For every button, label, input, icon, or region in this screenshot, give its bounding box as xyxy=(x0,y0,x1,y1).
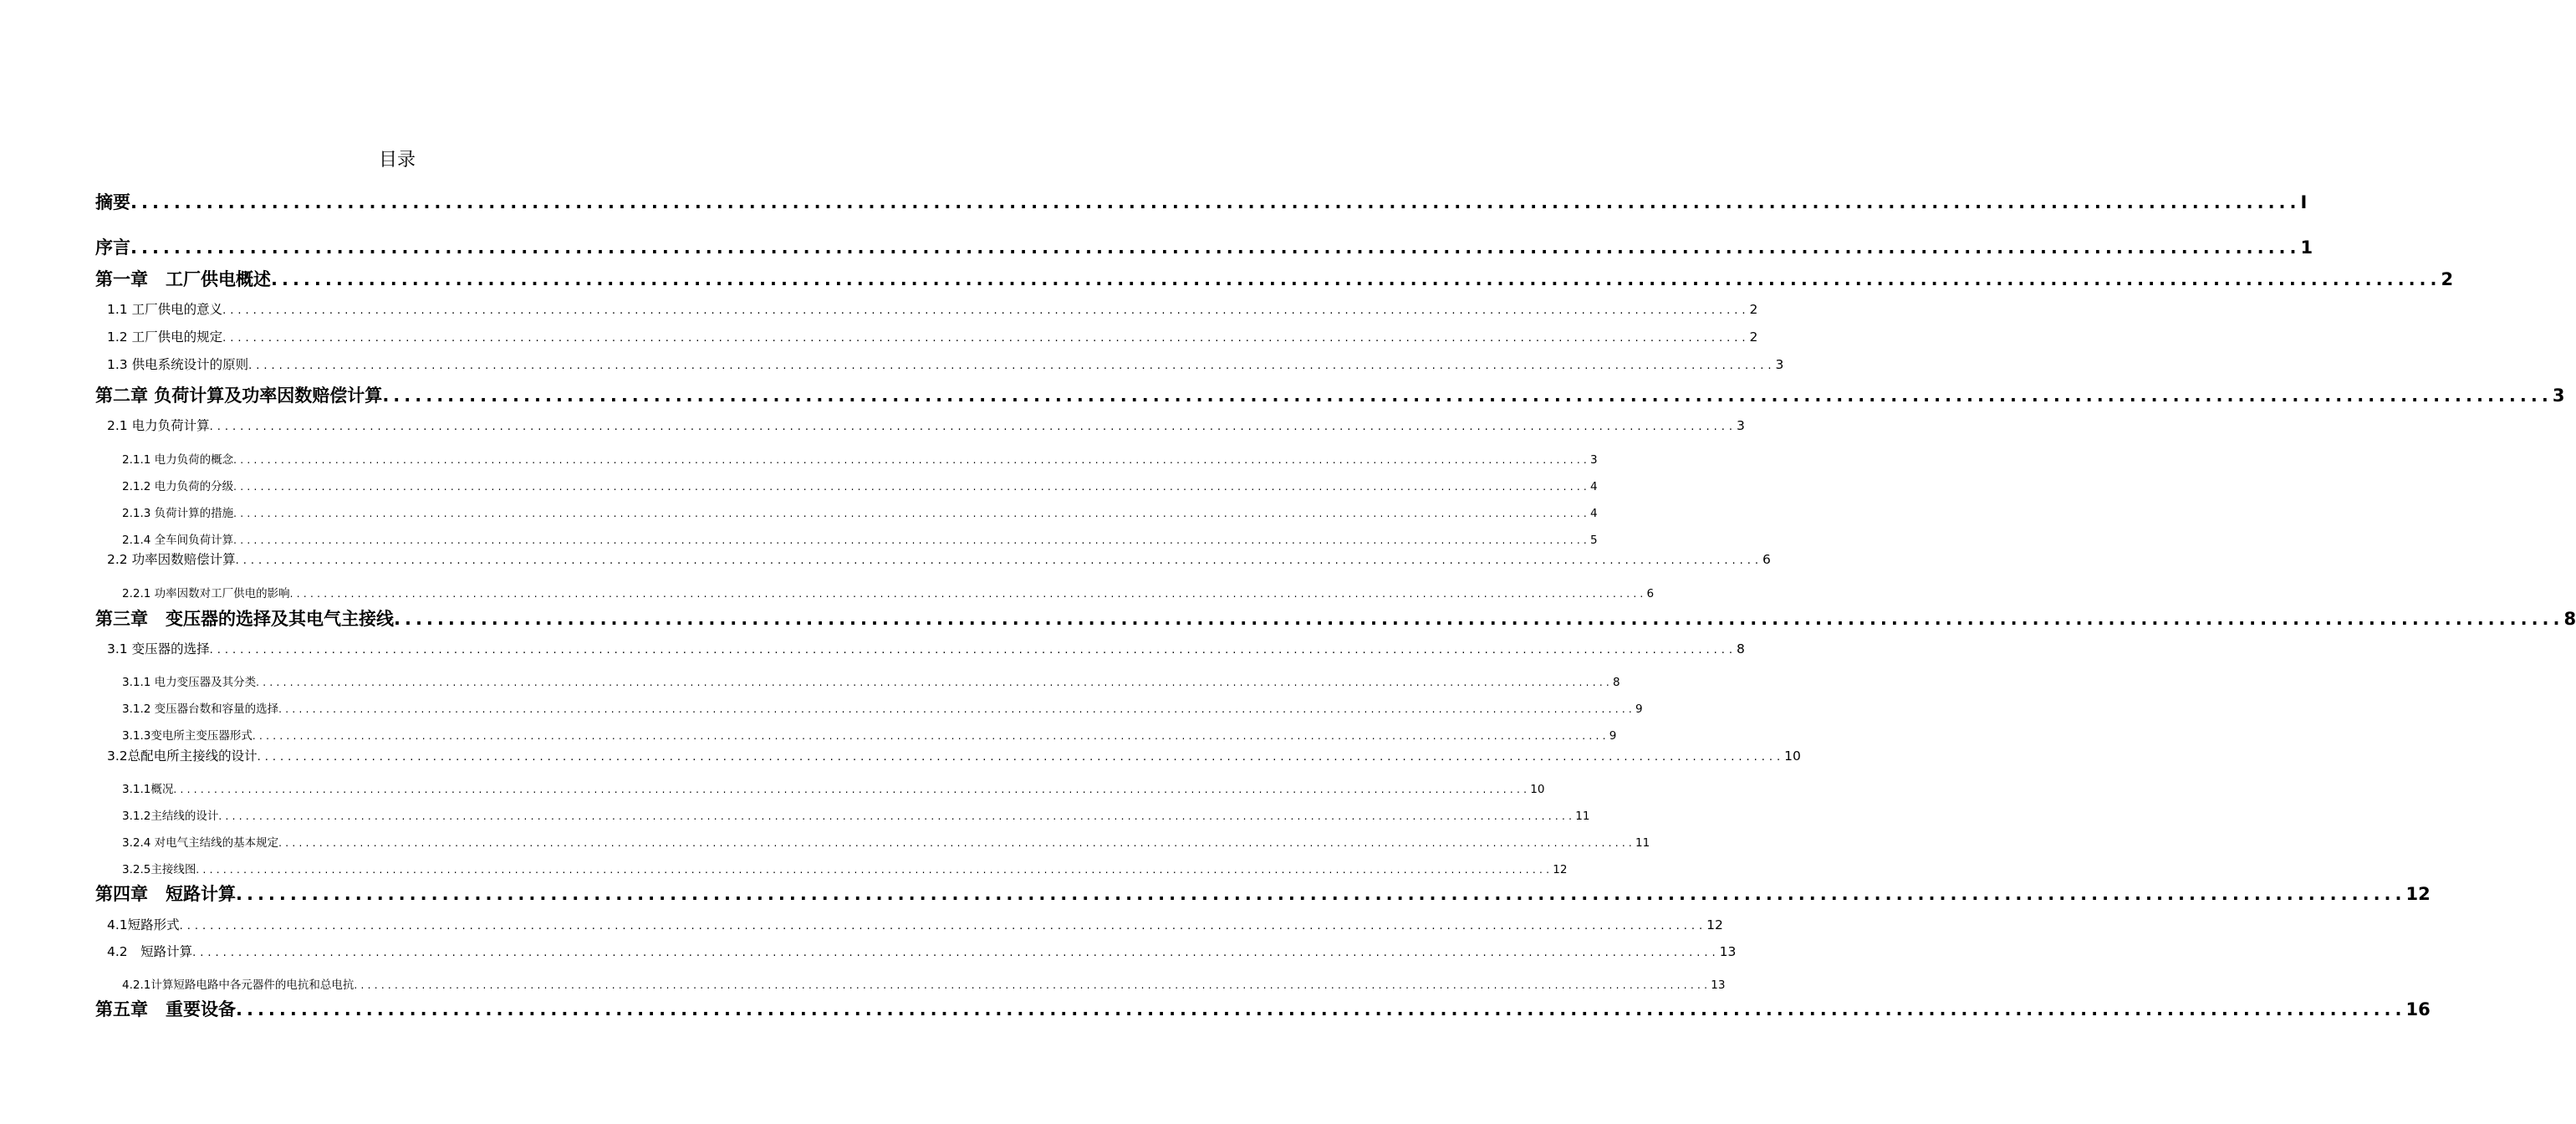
toc-entry-page: 12 xyxy=(1706,917,1723,932)
toc-entry[interactable] xyxy=(122,672,1620,689)
toc-leader-dots: ........................................................................................................................................................................................................ xyxy=(278,703,1636,715)
toc-entry-label: 第一章 工厂供电概述 xyxy=(95,269,271,289)
toc-entry-page: 9 xyxy=(1635,702,1643,716)
toc-entry-page: 13 xyxy=(1719,944,1737,959)
toc-entry-label: 4.1短路形式 xyxy=(107,917,180,932)
toc-entry[interactable] xyxy=(107,355,1784,373)
toc-leader-dots: ........................................................................................................................................................................................................ xyxy=(256,677,1614,688)
toc-leader-dots: ........................................................................................................................................................................................................ xyxy=(289,588,1647,600)
toc-entry-label: 1.3 供电系统设计的原则 xyxy=(107,357,249,372)
toc-leader-dots: ........................................................................................................................................................................................................ xyxy=(233,454,1591,466)
toc-entry-page: 8 xyxy=(2563,609,2576,629)
toc-entry[interactable] xyxy=(122,584,1655,600)
toc-title: 目录 xyxy=(378,150,416,171)
toc-leader-dots: ........................................................................................................................................................................................................ xyxy=(196,864,1553,876)
toc-entry[interactable] xyxy=(107,639,1745,657)
toc-entry-page: 4 xyxy=(1590,480,1598,493)
toc-entry[interactable] xyxy=(95,996,2431,1021)
toc-entry[interactable] xyxy=(122,726,1617,743)
toc-entry[interactable] xyxy=(95,881,2431,906)
toc-entry-page: 6 xyxy=(1646,587,1655,600)
toc-leader-dots: ........................................................................................................................................................................................................ xyxy=(235,554,1763,567)
toc-entry[interactable] xyxy=(95,382,2565,407)
toc-entry-label: 3.2.5主接线图 xyxy=(122,863,196,876)
toc-entry-label: 3.1 变压器的选择 xyxy=(107,641,210,657)
toc-entry-page: I xyxy=(2300,192,2308,212)
toc-entry-label: 3.1.2主结线的设计 xyxy=(122,810,219,823)
toc-entry-label: 第二章 负荷计算及功率因数赔偿计算 xyxy=(95,386,383,406)
toc-leader-dots: ........................................................................................................................................................................................................ xyxy=(179,920,1707,932)
toc-entry-label: 摘要 xyxy=(95,192,130,212)
toc-entry-page: 6 xyxy=(1762,552,1771,567)
toc-entry-label: 3.2.4 对电气主结线的基本规定 xyxy=(122,836,279,850)
toc-entry[interactable] xyxy=(95,189,2308,214)
toc-leader-dots: ........................................................................................................................................................................................................ xyxy=(236,884,2406,904)
toc-leader-dots: ........................................................................................................................................................................................................ xyxy=(173,784,1531,795)
toc-entry-label: 3.1.1 电力变压器及其分类 xyxy=(122,676,257,689)
toc-leader-dots: ........................................................................................................................................................................................................ xyxy=(233,508,1591,519)
toc-leader-dots: ........................................................................................................................................................................................................ xyxy=(209,644,1737,657)
toc-leader-dots: ........................................................................................................................................................................................................ xyxy=(394,609,2564,629)
toc-entry[interactable] xyxy=(107,327,1758,345)
toc-entry-page: 11 xyxy=(1575,810,1590,823)
toc-entry-label: 2.2.1 功率因数对工厂供电的影响 xyxy=(122,587,290,600)
toc-entry[interactable] xyxy=(122,450,1598,467)
toc-entry-label: 4.2 短路计算 xyxy=(107,944,193,959)
toc-leader-dots: ........................................................................................................................................................................................................ xyxy=(236,999,2406,1019)
toc-entry[interactable] xyxy=(107,299,1758,318)
toc-entry[interactable] xyxy=(95,605,2576,631)
toc-entry-page: 4 xyxy=(1590,507,1598,520)
toc-leader-dots: ........................................................................................................................................................................................................ xyxy=(354,979,1711,991)
toc-leader-dots: ........................................................................................................................................................................................................ xyxy=(218,810,1576,822)
toc-leader-dots: ........................................................................................................................................................................................................ xyxy=(248,360,1776,372)
toc-entry-label: 第五章 重要设备 xyxy=(95,999,236,1019)
toc-entry-label: 2.1.1 电力负荷的概念 xyxy=(122,453,234,467)
toc-leader-dots: ........................................................................................................................................................................................................ xyxy=(271,269,2441,289)
toc-entry-page: 10 xyxy=(1784,748,1801,764)
toc-leader-dots: ........................................................................................................................................................................................................ xyxy=(222,304,1750,317)
toc-entry[interactable] xyxy=(122,833,1650,850)
toc-leader-dots: ........................................................................................................................................................................................................ xyxy=(130,192,2301,212)
toc-entry[interactable] xyxy=(107,915,1723,933)
toc-leader-dots: ........................................................................................................................................................................................................ xyxy=(257,751,1785,764)
toc-entry-page: 3 xyxy=(1775,357,1784,372)
toc-leader-dots: ........................................................................................................................................................................................................ xyxy=(192,947,1720,959)
toc-entry-page: 2 xyxy=(1749,302,1758,317)
toc-entry-page: 10 xyxy=(1530,783,1545,796)
toc-leader-dots: ........................................................................................................................................................................................................ xyxy=(233,534,1591,546)
toc-entry[interactable] xyxy=(122,530,1598,547)
toc-entry-page: 3 xyxy=(1590,453,1598,467)
toc-entry[interactable] xyxy=(122,699,1643,716)
toc-entry[interactable] xyxy=(122,503,1598,520)
toc-entry-label: 2.1.3 负荷计算的措施 xyxy=(122,507,234,520)
toc-entry[interactable] xyxy=(122,806,1590,823)
toc-entry-label: 1.1 工厂供电的意义 xyxy=(107,302,223,317)
toc-leader-dots: ........................................................................................................................................................................................................ xyxy=(252,730,1609,742)
toc-entry-label: 4.2.1计算短路电路中各元器件的电抗和总电抗 xyxy=(122,978,355,992)
toc-entry-label: 1.2 工厂供电的规定 xyxy=(107,330,223,345)
toc-entry-label: 3.2总配电所主接线的设计 xyxy=(107,748,258,764)
toc-entry[interactable] xyxy=(122,779,1545,796)
toc-entry-label: 2.2 功率因数赔偿计算 xyxy=(107,552,236,567)
toc-entry-label: 2.1 电力负荷计算 xyxy=(107,418,210,433)
toc-entry-label: 3.1.3变电所主变压器形式 xyxy=(122,729,252,743)
toc-leader-dots: ........................................................................................................................................................................................................ xyxy=(382,386,2553,406)
toc-leader-dots: ........................................................................................................................................................................................................ xyxy=(278,837,1636,849)
toc-entry-label: 3.1.1概况 xyxy=(122,783,174,796)
toc-entry-page: 5 xyxy=(1590,534,1598,547)
toc-entry-page: 13 xyxy=(1711,978,1726,992)
toc-entry[interactable] xyxy=(122,477,1598,493)
toc-entry-page: 16 xyxy=(2405,999,2431,1019)
toc-entry[interactable] xyxy=(122,860,1568,876)
toc-leader-dots: ........................................................................................................................................................................................................ xyxy=(233,481,1591,493)
toc-entry[interactable] xyxy=(107,549,1771,568)
toc-entry-label: 2.1.2 电力负荷的分级 xyxy=(122,480,234,493)
toc-entry-label: 第四章 短路计算 xyxy=(95,884,236,904)
toc-entry-page: 3 xyxy=(1737,418,1745,433)
toc-entry-page: 2 xyxy=(2441,269,2454,289)
toc-entry-page: 2 xyxy=(1749,330,1758,345)
toc-entry-page: 9 xyxy=(1609,729,1617,743)
toc-entry-label: 2.1.4 全车间负荷计算 xyxy=(122,534,234,547)
toc-leader-dots: ........................................................................................................................................................................................................ xyxy=(222,332,1750,345)
toc-entry[interactable] xyxy=(107,416,1745,434)
toc-entry-label: 3.1.2 变压器台数和容量的选择 xyxy=(122,702,279,716)
toc-entry-page: 8 xyxy=(1737,641,1745,657)
toc-entry-page: 11 xyxy=(1635,836,1650,850)
toc-entry-page: 12 xyxy=(2405,884,2431,904)
toc-entry[interactable] xyxy=(95,266,2454,291)
toc-leader-dots: ........................................................................................................................................................................................................ xyxy=(130,238,2301,258)
toc-entry-label: 序言 xyxy=(95,238,130,258)
toc-entry-page: 1 xyxy=(2300,238,2313,258)
toc-leader-dots: ........................................................................................................................................................................................................ xyxy=(209,421,1737,433)
toc-entry-label: 第三章 变压器的选择及其电气主接线 xyxy=(95,609,394,629)
toc-entry-page: 3 xyxy=(2552,386,2565,406)
toc-entry-page: 8 xyxy=(1613,676,1620,689)
toc-entry[interactable] xyxy=(107,942,1737,960)
toc-entry[interactable] xyxy=(107,746,1801,764)
toc-entry[interactable] xyxy=(122,975,1726,992)
toc-entry[interactable] xyxy=(95,234,2313,259)
toc-entry-page: 12 xyxy=(1553,863,1568,876)
